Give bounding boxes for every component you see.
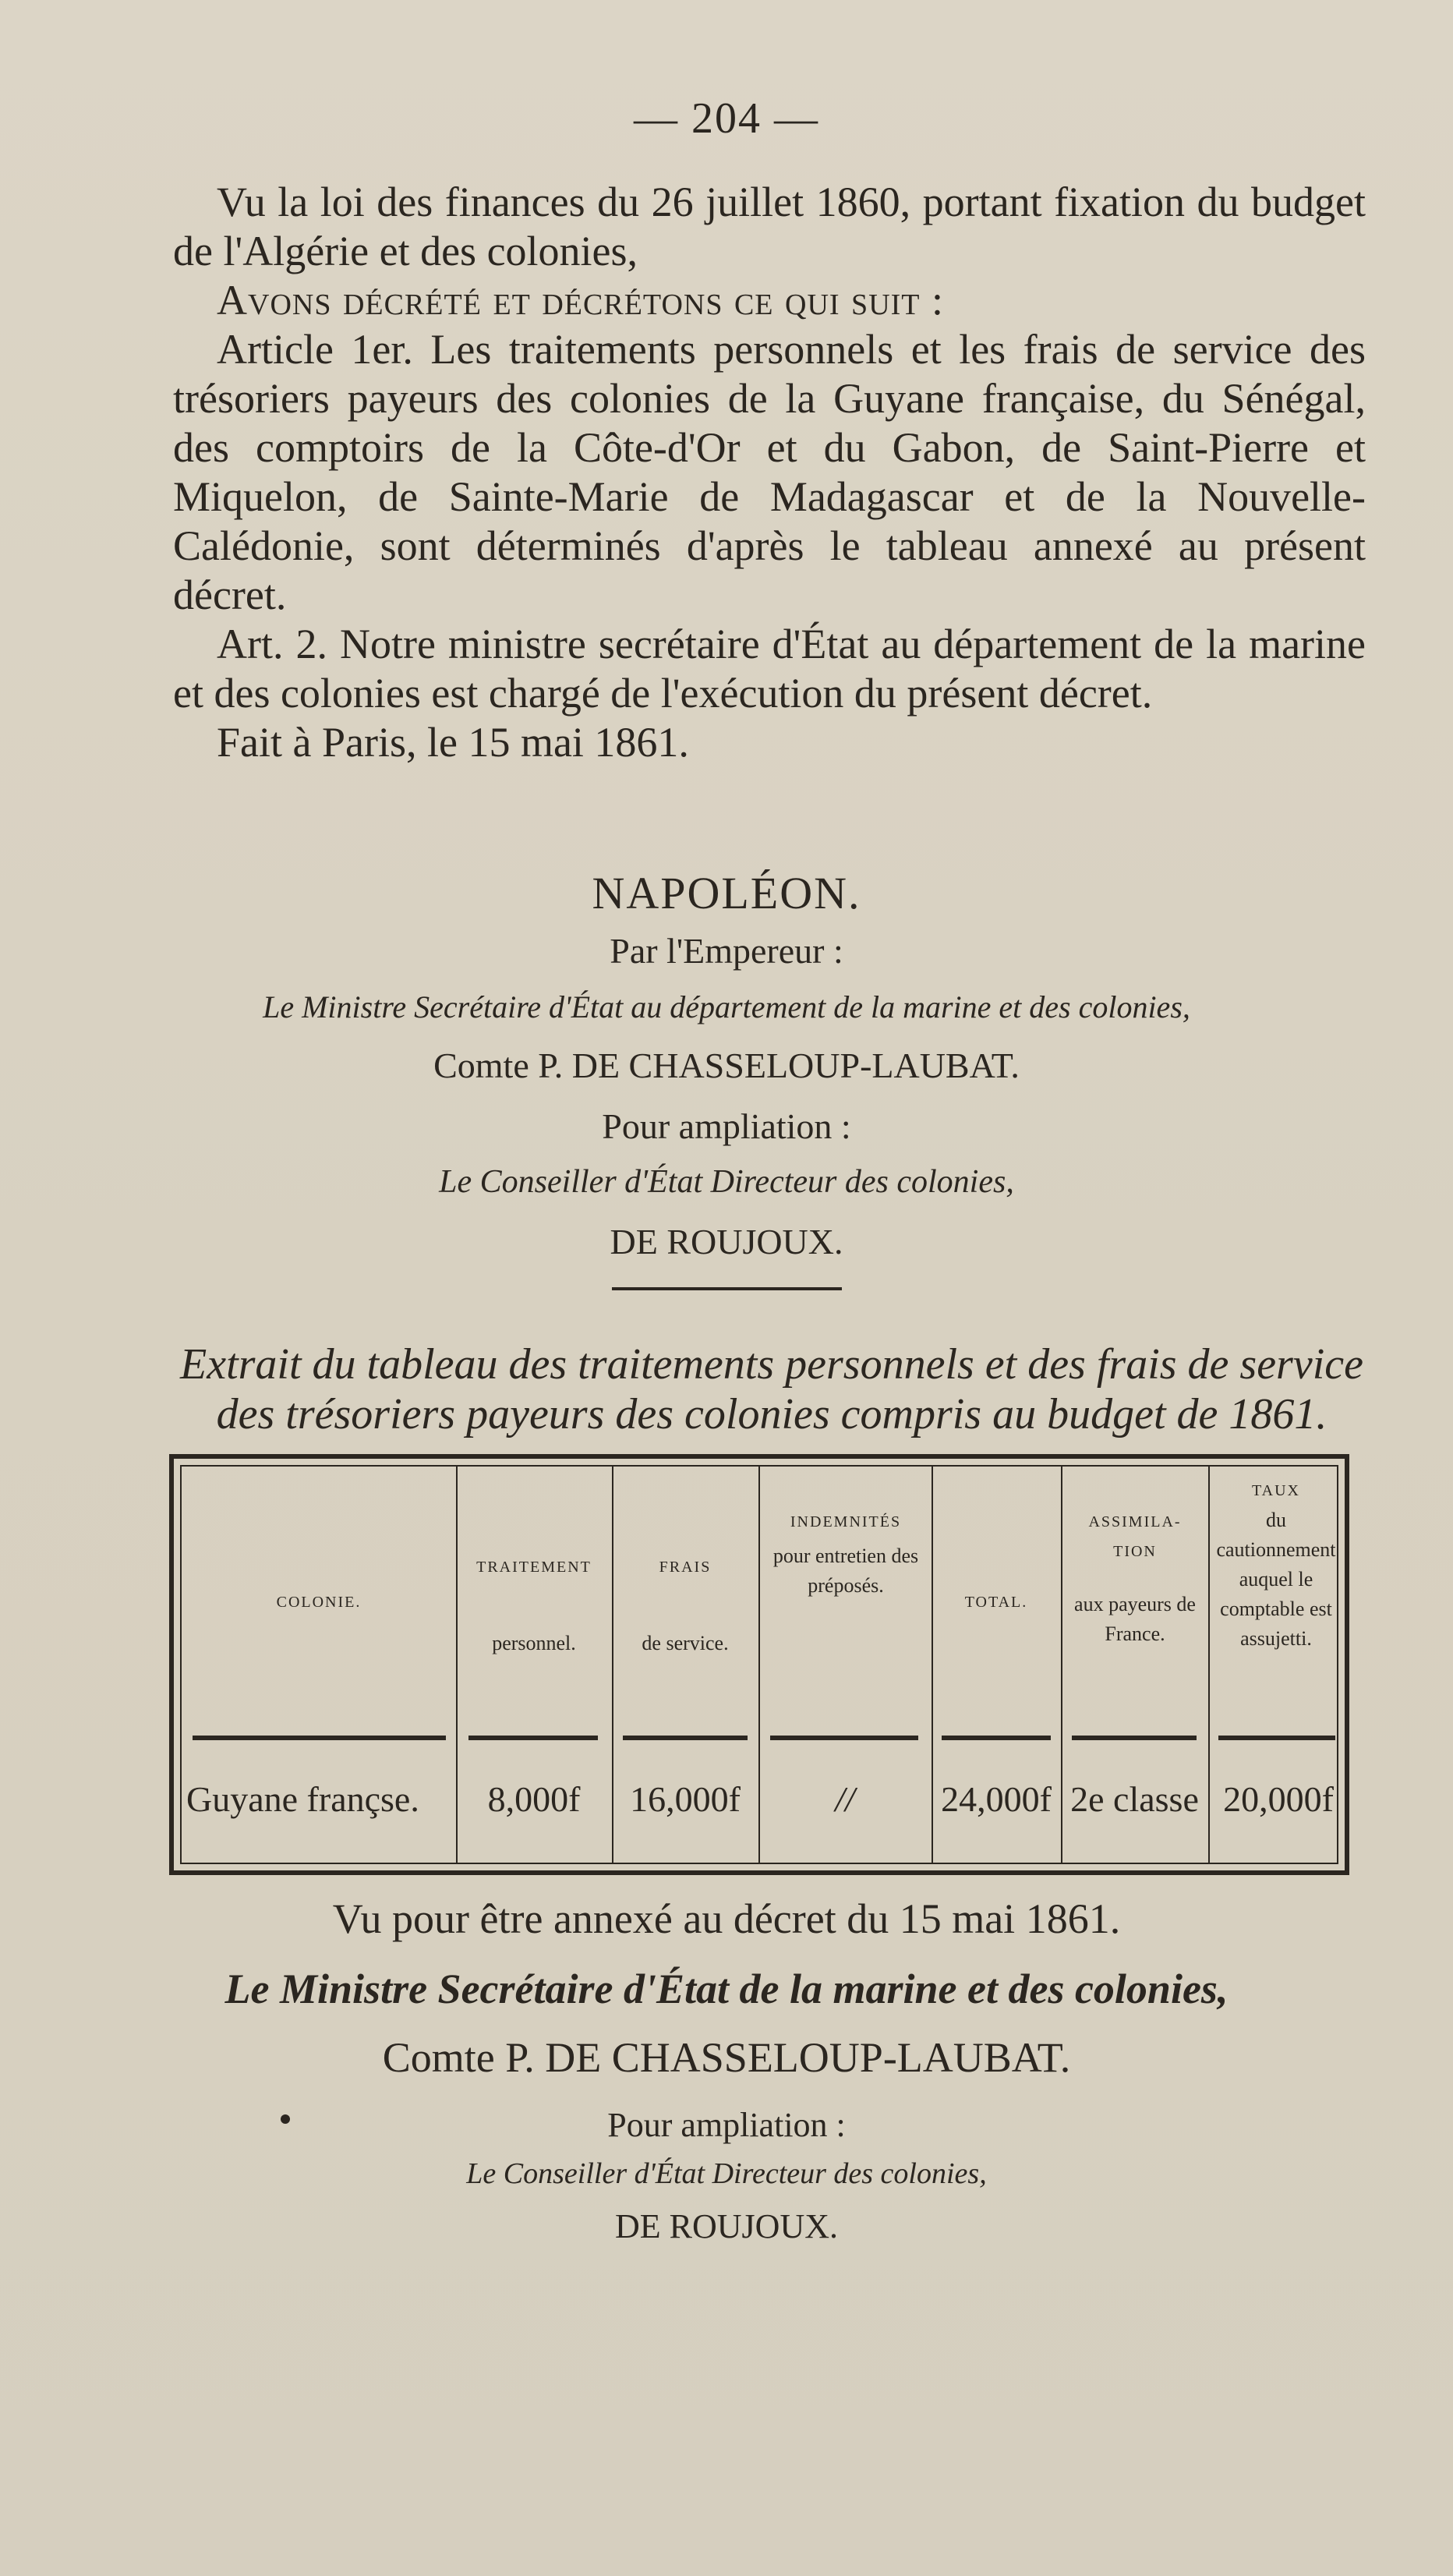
signature-par-empereur: Par l'Empereur : bbox=[610, 931, 843, 971]
cell-indemnites: // bbox=[835, 1779, 855, 1819]
footer-minister-title: Le Ministre Secrétaire d'État de la marine et des colonies, bbox=[224, 1966, 1229, 2012]
divider-rule bbox=[612, 1287, 842, 1290]
header-traitement: TRAITEMENT personnel. bbox=[476, 1559, 592, 1654]
paragraph-avons-decrete: Avons décrété et décrétons ce qui suit : bbox=[217, 277, 945, 324]
decree-body bbox=[173, 178, 1366, 767]
paragraph-article-1: Article 1er. Les traitements personnels et les frais de service des trésoriers payeurs des colonies de la Guyane française, du Sénégal, des comptoirs de la Côte-d'Or et du Gabon, de Saint-Pierre et Miquelon, de Sainte-Marie de Madagascar et de la Nouvelle-Calédonie, sont déterminés d'après le tableau annexé au présent décret. bbox=[173, 326, 1366, 618]
cell-colonie: Guyane françse. bbox=[186, 1779, 419, 1819]
signature-conseiller: Le Conseiller d'État Directeur des colonies, bbox=[439, 1164, 1014, 1200]
header-assimilation: ASSIMILA-TION aux payeurs de France. bbox=[1074, 1513, 1196, 1645]
footer-minister-name: Comte P. DE CHASSELOUP-LAUBAT. bbox=[382, 2034, 1071, 2081]
signature-napoleon: NAPOLÉON. bbox=[592, 868, 861, 918]
cell-assimilation: 2e classe bbox=[1070, 1779, 1199, 1819]
cell-traitement: 8,000f bbox=[487, 1779, 581, 1819]
cell-total: 24,000f bbox=[941, 1779, 1052, 1819]
header-frais: FRAIS de service. bbox=[642, 1559, 729, 1654]
footer-vu-pour-etre: Vu pour être annexé au décret du 15 mai 1861. bbox=[332, 1895, 1121, 1942]
header-underline bbox=[770, 1736, 918, 1740]
cell-taux: 20,000f bbox=[1223, 1779, 1334, 1819]
extract-title: Extrait du tableau des traitements personnels et des frais de service des trésoriers payeurs des colonies compris au budget de 1861. bbox=[180, 1340, 1363, 1438]
footer-ampliation: Pour ampliation : bbox=[607, 2106, 846, 2144]
header-underline bbox=[468, 1736, 598, 1740]
cell-frais: 16,000f bbox=[630, 1779, 741, 1819]
signature-ampliation: Pour ampliation : bbox=[602, 1106, 851, 1146]
header-underline bbox=[1072, 1736, 1197, 1740]
footer-conseiller-name: DE ROUJOUX. bbox=[615, 2207, 838, 2245]
paragraph-article-2: Art. 2. Notre ministre secrétaire d'État au département de la marine et des colonies est chargé de l'exécution du présent décret. bbox=[173, 621, 1366, 717]
header-total: TOTAL. bbox=[964, 1594, 1028, 1611]
salary-table bbox=[169, 1454, 1349, 1875]
header-underline bbox=[193, 1736, 446, 1740]
header-indemnites: INDEMNITÉS pour entretien des préposés. bbox=[772, 1513, 919, 1597]
header-taux: TAUX du cautionnement auquel le comptable est assujetti. bbox=[1216, 1482, 1336, 1650]
paragraph-vu-la-loi: Vu la loi des finances du 26 juillet 1860, portant fixation du budget de l'Algérie et des colonies, bbox=[173, 179, 1366, 274]
paragraph-fait-a-paris: Fait à Paris, le 15 mai 1861. bbox=[217, 719, 689, 766]
header-underline bbox=[623, 1736, 748, 1740]
signature-minister-name: Comte P. DE CHASSELOUP-LAUBAT. bbox=[433, 1046, 1020, 1085]
signature-minister-title: Le Ministre Secrétaire d'État au département de la marine et des colonies, bbox=[263, 989, 1190, 1024]
header-underline bbox=[942, 1736, 1051, 1740]
header-colonie: COLONIE. bbox=[276, 1594, 362, 1611]
table-frame bbox=[180, 1465, 1338, 1864]
page-number: — 204 — bbox=[634, 94, 819, 143]
signature-conseiller-name: DE ROUJOUX. bbox=[610, 1222, 843, 1261]
footer-conseiller: Le Conseiller d'État Directeur des colonies, bbox=[466, 2157, 987, 2190]
header-underline bbox=[1218, 1736, 1335, 1740]
